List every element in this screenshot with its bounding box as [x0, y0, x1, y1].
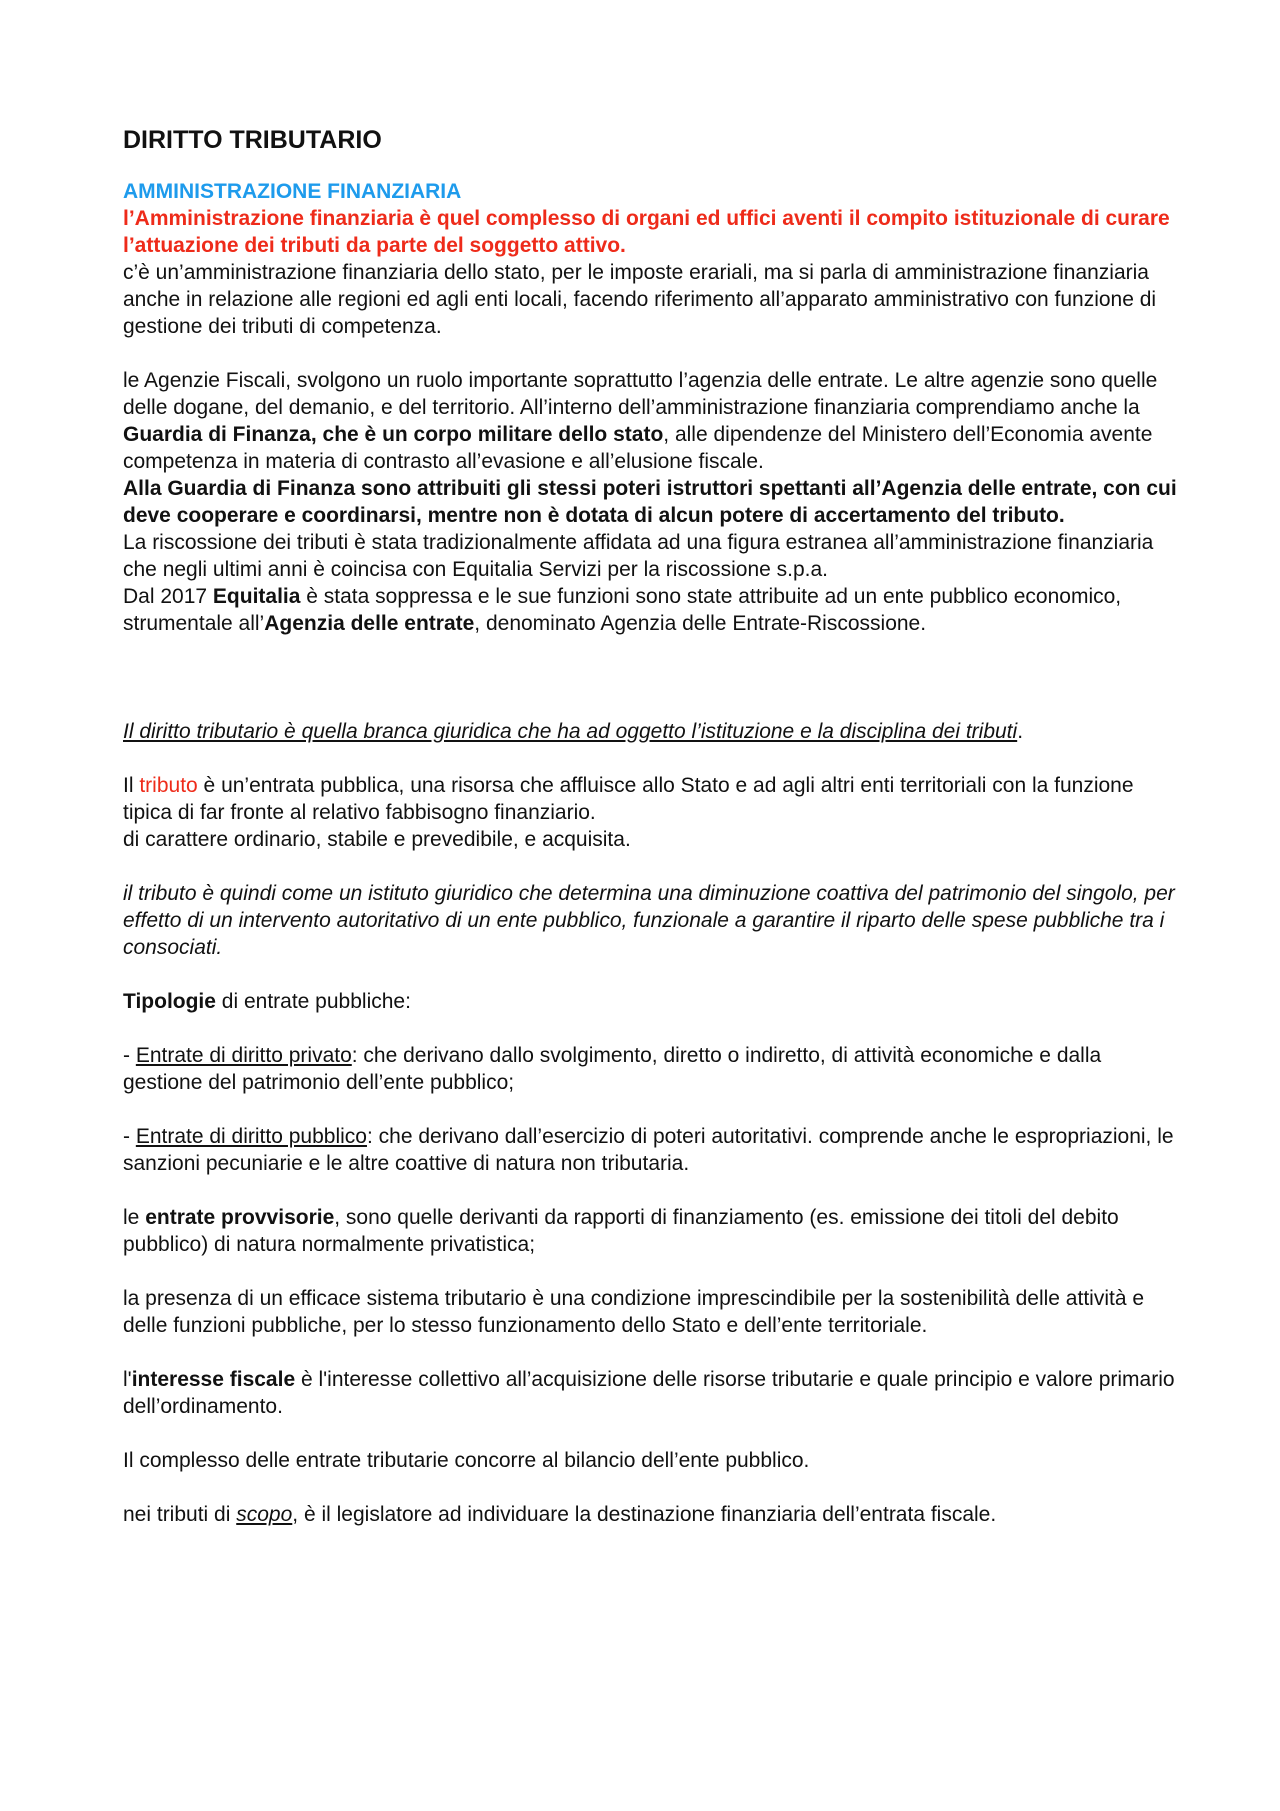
paragraph-entrate-provvisorie: le entrate provvisorie, sono quelle derivanti da rapporti di finanziamento (es. emissione dei titoli del debito pubblico) di natura normalmente privatistica;: [123, 1206, 1119, 1256]
paragraph-sistema-tributario: la presenza di un efficace sistema tributario è una condizione imprescindibile per la sostenibilità delle attività e delle funzioni pubbliche, per lo stesso funzionamento dello Stato e dell’ente territoriale.: [123, 1287, 1145, 1337]
paragraph-agenzie-fiscali: le Agenzie Fiscali, svolgono un ruolo importante soprattutto l’agenzia delle entrate. Le altre agenzie sono quelle delle dogane, del demanio, e del territorio. All’interno dell’amministrazione finanziaria comprendiamo anche la Guardia di Finanza, che è un corpo militare dello stato, alle dipendenze del Ministero dell’Economia avente competenza in materia di contrasto all’evasione e all’elusione fiscale.: [123, 369, 1158, 473]
document-title: DIRITTO TRIBUTARIO: [123, 126, 382, 154]
definition-amministrazione: l’Amministrazione finanziaria è quel complesso di organi ed uffici aventi il compito istituzionale di curare l’attuazione dei tributi da parte del soggetto attivo.: [123, 207, 1170, 257]
list-item-entrate-privato: - Entrate di diritto privato: che derivano dallo svolgimento, diretto o indiretto, di attività economiche e dalla gestione del patrimonio dell’ente pubblico;: [123, 1044, 1102, 1094]
paragraph-tipologie: Tipologie di entrate pubbliche:: [123, 990, 411, 1013]
paragraph-guardia-finanza: Alla Guardia di Finanza sono attribuiti gli stessi poteri istruttori spettanti all’Agenzia delle entrate, con cui deve cooperare e coordinarsi, mentre non è dotata di alcun potere di accertamento del tributo.: [123, 477, 1177, 527]
paragraph-tributo-carattere: di carattere ordinario, stabile e prevedibile, e acquisita.: [123, 828, 631, 851]
definition-diritto-tributario: Il diritto tributario è quella branca giuridica che ha ad oggetto l’istituzione e la disciplina dei tributi.: [123, 720, 1024, 743]
section-heading: AMMINISTRAZIONE FINANZIARIA: [123, 180, 462, 203]
paragraph-amministrazione-stato: c’è un’amministrazione finanziaria dello stato, per le imposte erariali, ma si parla di amministrazione finanziaria anche in relazione alle regioni ed agli enti locali, facendo riferimento all’apparato amministrativo con funzione di gestione dei tributi di competenza.: [123, 261, 1157, 338]
paragraph-interesse-fiscale: l'interesse fiscale è l'interesse collettivo all’acquisizione delle risorse tributarie e quale principio e valore primario dell’ordinamento.: [123, 1368, 1175, 1418]
paragraph-tributi-scopo: nei tributi di scopo, è il legislatore ad individuare la destinazione finanziaria dell’entrata fiscale.: [123, 1503, 997, 1526]
paragraph-complesso-entrate: Il complesso delle entrate tributarie concorre al bilancio dell’ente pubblico.: [123, 1449, 810, 1472]
list-item-entrate-pubblico: - Entrate di diritto pubblico: che derivano dall’esercizio di poteri autoritativi. comprende anche le espropriazioni, le sanzioni pecuniarie e le altre coattive di natura non tributaria.: [123, 1125, 1174, 1175]
document-content: [123, 124, 1183, 1528]
paragraph-riscossione: La riscossione dei tributi è stata tradizionalmente affidata ad una figura estranea all’amministrazione finanziaria che negli ultimi anni è coincisa con Equitalia Servizi per la riscossione s.p.a.: [123, 531, 1154, 581]
paragraph-tributo: Il tributo è un’entrata pubblica, una risorsa che affluisce allo Stato e ad agli altri enti territoriali con la funzione tipica di far fronte al relativo fabbisogno finanziario.: [123, 774, 1134, 824]
paragraph-tributo-istituto: il tributo è quindi come un istituto giuridico che determina una diminuzione coattiva del patrimonio del singolo, per effetto di un intervento autoritativo di un ente pubblico, funzionale a garantire il riparto delle spese pubbliche tra i consociati.: [123, 882, 1175, 959]
paragraph-equitalia: Dal 2017 Equitalia è stata soppressa e le sue funzioni sono state attribuite ad un ente pubblico economico, strumentale all’Agenzia delle entrate, denominato Agenzia delle Entrate-Riscossione.: [123, 585, 1122, 635]
